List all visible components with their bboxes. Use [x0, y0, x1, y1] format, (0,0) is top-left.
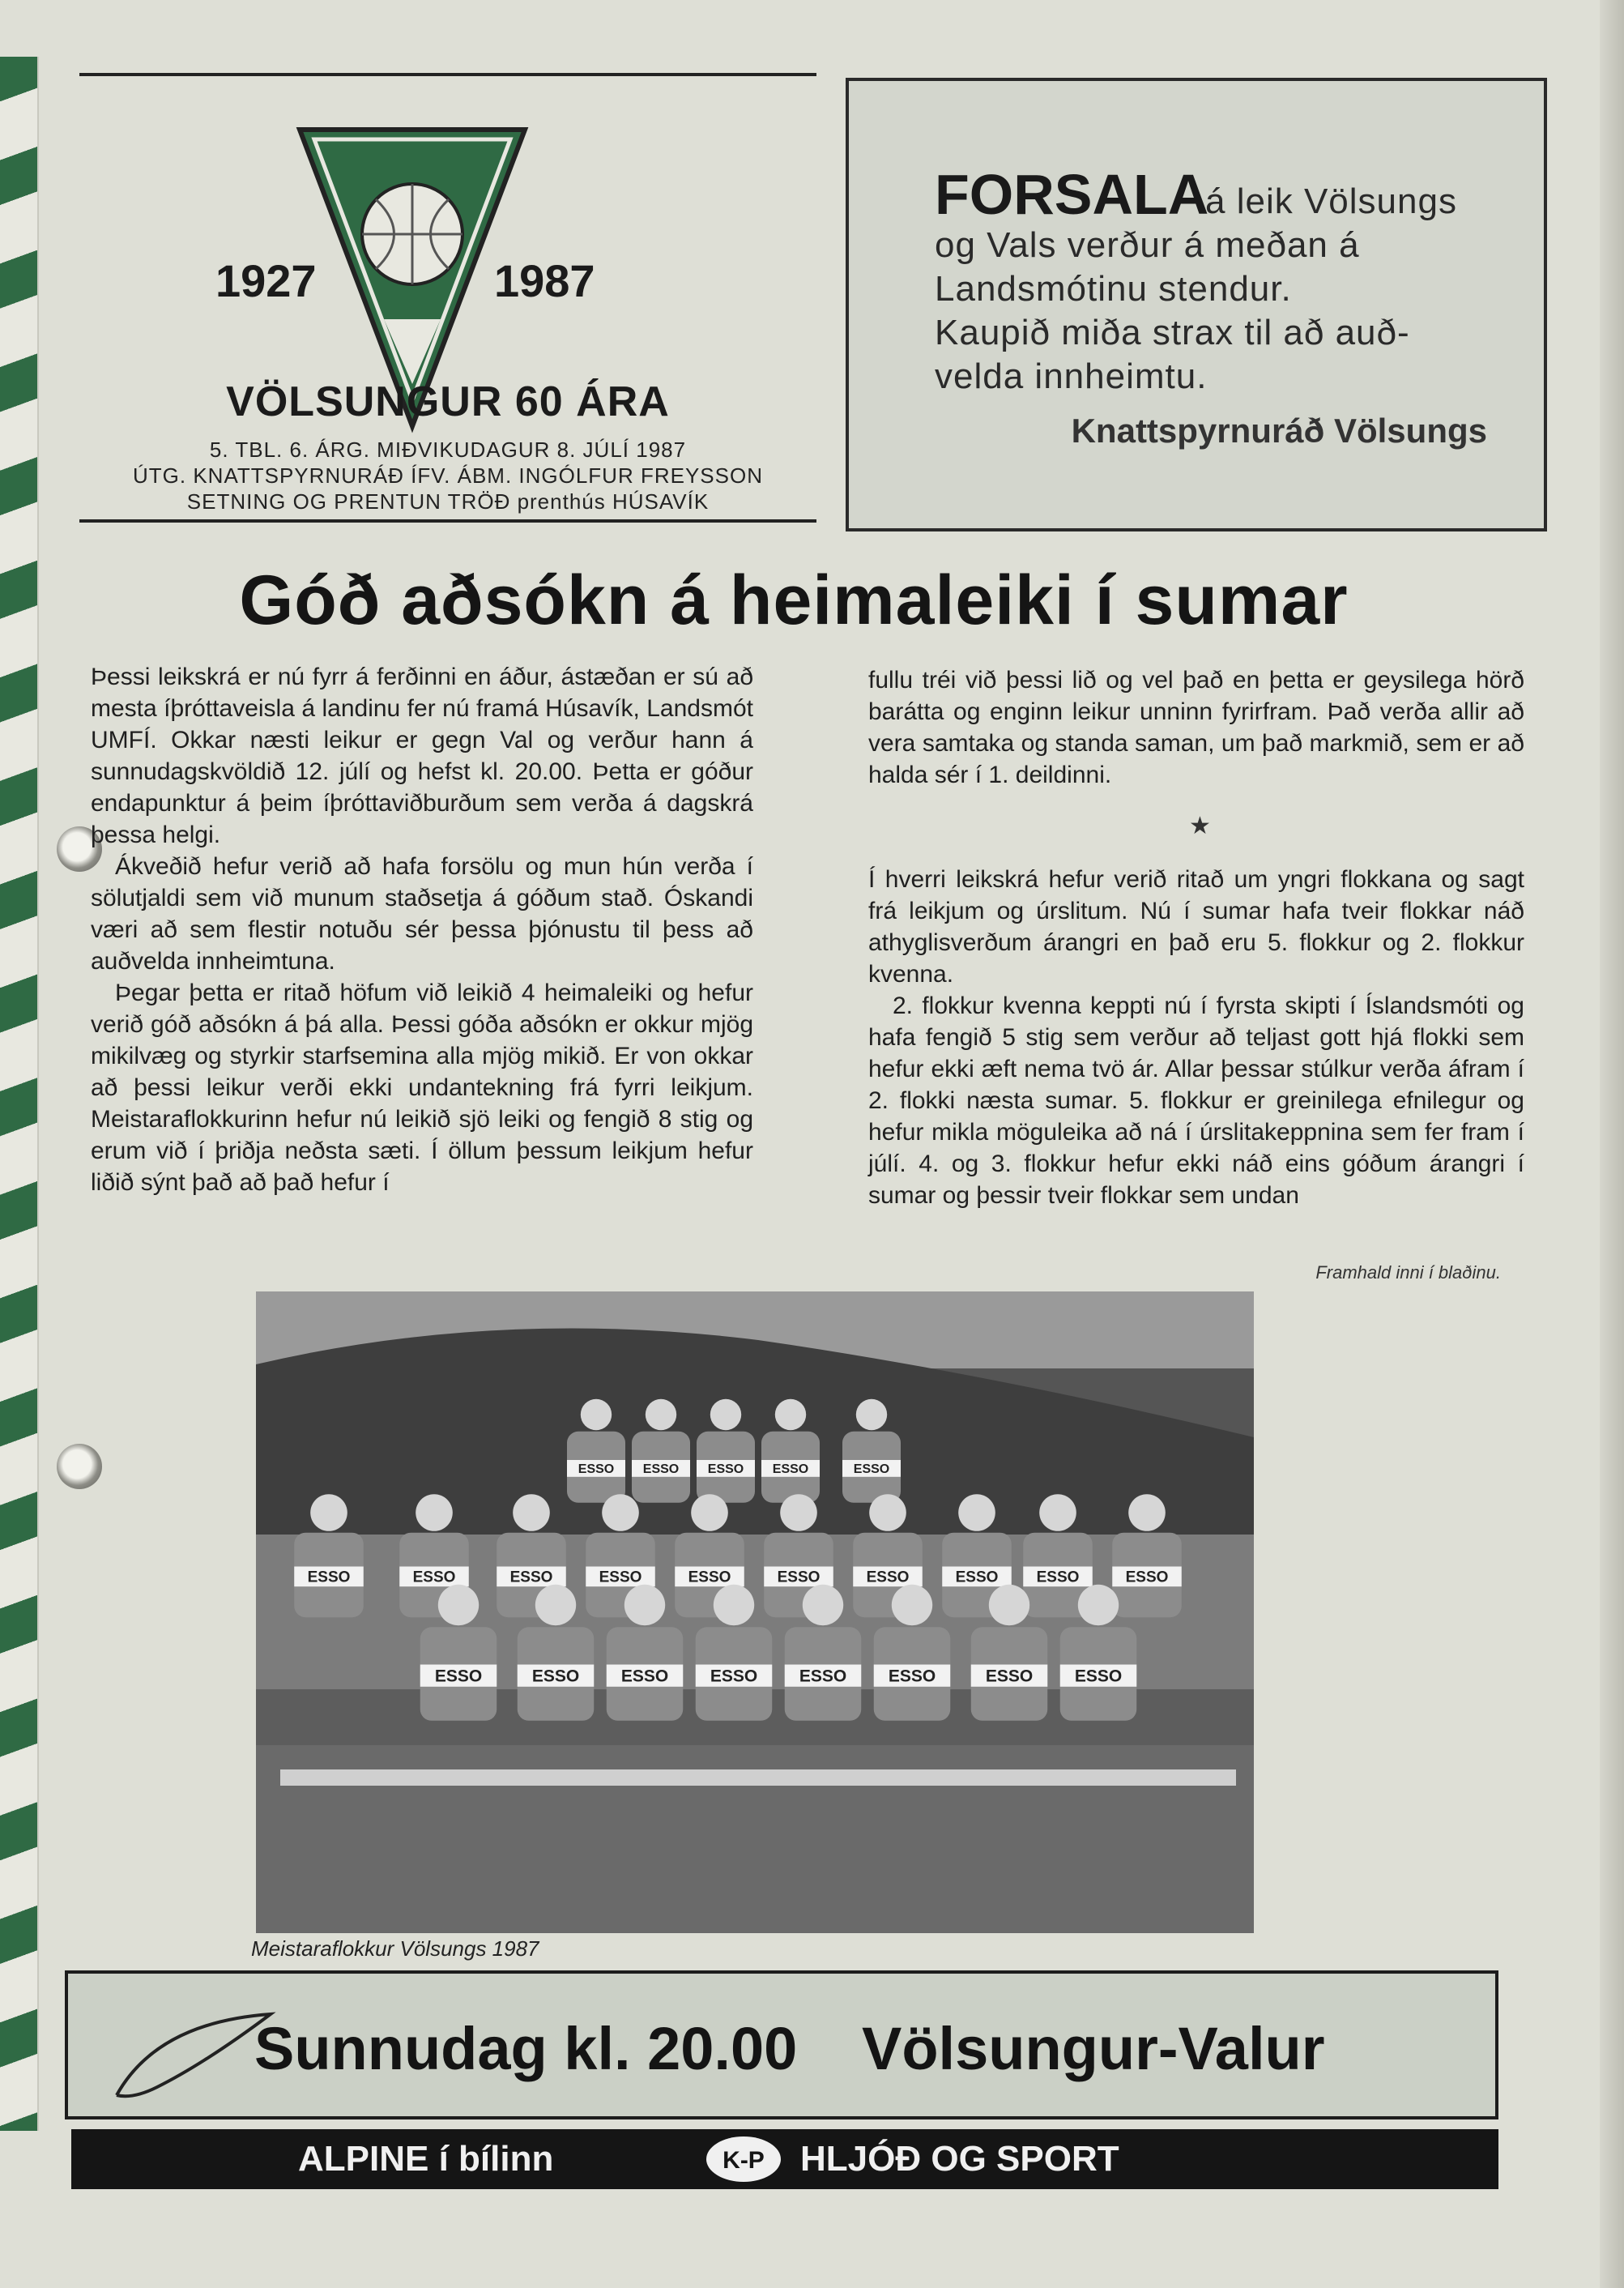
year-founded: 1927: [215, 255, 317, 306]
match-teams: Völsungur-Valur: [862, 2015, 1325, 2082]
article-column-right: [868, 664, 1524, 791]
shirt-sponsor-text: ESSO: [866, 1569, 910, 1586]
page-edge-shadow: [1600, 0, 1624, 2288]
shirt-sponsor-text: ESSO: [985, 1667, 1034, 1686]
presale-box: [846, 78, 1547, 531]
presale-line: Landsmótinu stendur.: [935, 269, 1292, 309]
headline: Góð aðsókn á heimaleiki í sumar: [239, 561, 1349, 639]
team-photo: [256, 1291, 1254, 1933]
article-paragraph: Þegar þetta er ritað höfum við leikið 4 heimaleiki og hefur verið góð aðsókn á þá alla. Þessi góða aðsókn er okkur mjög mikilvæg og styrkir starfsemina alla mjög mikið. Er von okkar að þessi leikur verði ekki undantekning frá fyrri leikjum. Meistaraflokkurinn hefur nú leikið sjö leiki og fengið 8 stig og erum við í þriðja neðsta sæti. Í öllum þessum leikjum hefur liðið sýnt það að það hefur í: [91, 980, 753, 1196]
ad-text-left: ALPINE í bílinn: [298, 2139, 554, 2179]
shirt-sponsor-text: ESSO: [688, 1569, 731, 1586]
shirt-sponsor-text: ESSO: [710, 1667, 758, 1686]
masthead: [79, 73, 816, 523]
shirt-sponsor-text: ESSO: [1125, 1569, 1169, 1586]
ad-text-right: HLJÓÐ OG SPORT: [800, 2139, 1119, 2179]
kp-logo-text: K-P: [722, 2147, 765, 2174]
shirt-sponsor-text: ESSO: [1036, 1569, 1080, 1586]
match-banner: [65, 1970, 1498, 2119]
shirt-sponsor-text: ESSO: [620, 1667, 669, 1686]
shirt-sponsor-text: ESSO: [799, 1667, 847, 1686]
shirt-sponsor-text: ESSO: [707, 1462, 744, 1476]
match-time: Sunnudag kl. 20.00: [254, 2015, 798, 2082]
shirt-sponsor-text: ESSO: [412, 1569, 456, 1586]
article-column-right-lower: [868, 864, 1524, 1211]
continued-note: Framhald inni í blaðinu.: [1315, 1262, 1501, 1283]
shirt-sponsor-text: ESSO: [307, 1569, 351, 1586]
presale-line: Kaupið miða strax til að auð-: [935, 313, 1410, 352]
shirt-sponsor-text: ESSO: [888, 1667, 936, 1686]
presale-signature: Knattspyrnuráð Völsungs: [1071, 412, 1487, 450]
shirt-sponsor-text: ESSO: [777, 1569, 821, 1586]
presale-line: á leik Völsungs: [1205, 181, 1457, 221]
anniversary-title: VÖLSUNGUR 60 ÁRA: [226, 378, 670, 425]
presale-line: velda innheimtu.: [935, 356, 1208, 396]
imprint-line: 5. TBL. 6. ÁRG. MIÐVIKUDAGUR 8. JÚLÍ 1987: [209, 438, 687, 462]
shirt-sponsor-text: ESSO: [853, 1462, 890, 1476]
article-column-left: [91, 661, 753, 1198]
article-paragraph: Ákveðið hefur verið að hafa forsölu og mun hún verða í sölutjaldi sem við munum staðsetja á góðum stað. Óskandi væri að sem flestir notuðu sér þessa þjónustu til þess að auðvelda innheimtuna.: [91, 853, 753, 975]
year-current: 1987: [494, 255, 595, 306]
photo-caption: Meistaraflokkur Völsungs 1987: [251, 1936, 539, 1961]
shirt-sponsor-text: ESSO: [509, 1569, 553, 1586]
shirt-sponsor-text: ESSO: [772, 1462, 809, 1476]
advertisement-strip: [71, 2129, 1498, 2189]
separator-star: ★: [1189, 813, 1211, 839]
presale-title: FORSALA: [935, 163, 1209, 226]
shirt-sponsor-text: ESSO: [1074, 1667, 1123, 1686]
binder-edge-stripe: [0, 57, 39, 2131]
shirt-sponsor-text: ESSO: [599, 1569, 642, 1586]
shirt-sponsor-text: ESSO: [642, 1462, 680, 1476]
article-paragraph: Þessi leikskrá er nú fyrr á ferðinni en áður, ástæðan er sú að mesta íþróttaveisla á landinu fer nú framá Húsavík, Landsmót UMFÍ. Okkar næsti leikur er gegn Val og verður hann á sunnudagskvöldið 12. júlí og hefst kl. 20.00. Þetta er góður endapunktur á þeim íþróttaviðburðum sem verða á dagskrá þessa helgi.: [91, 664, 753, 848]
shirt-sponsor-text: ESSO: [578, 1462, 615, 1476]
imprint-line: SETNING OG PRENTUN TRÖÐ prenthús HÚSAVÍK: [186, 489, 710, 514]
article-paragraph: fullu tréi við þessi lið og vel það en þetta er geysilega hörð barátta og enginn leikur unninn fyrirfram. Það verða allir að vera samtaka og standa saman, um það markmið, sem er að halda sér í 1. deildinni.: [868, 667, 1524, 788]
imprint-line: ÚTG. KNATTSPYRNURÁÐ ÍFV. ÁBM. INGÓLFUR FREYSSON: [133, 463, 763, 488]
shirt-sponsor-text: ESSO: [434, 1667, 483, 1686]
punch-hole: [57, 1444, 102, 1489]
presale-line: og Vals verður á meðan á: [935, 225, 1360, 265]
team-photo-illustration: [256, 1291, 1254, 1933]
shirt-sponsor-text: ESSO: [955, 1569, 999, 1586]
shirt-sponsor-text: ESSO: [531, 1667, 580, 1686]
article-paragraph: Í hverri leikskrá hefur verið ritað um yngri flokkana og sagt frá leikjum og úrslitum. Nú í sumar hafa tveir flokkar náð athyglisverðum árangri en það eru 5. flokkur og 2. flokkur kvenna.: [868, 866, 1524, 988]
kp-logo-icon: [703, 2134, 784, 2184]
article-paragraph: 2. flokkur kvenna keppti nú í fyrsta skipti í Íslandsmóti og hafa fengið 5 stig sem verður að teljast gott hjá flokki sem hefur ekki æft nema tvö ár. Allar þessar stúlkur verða áfram í 2. flokki næsta sumar. 5. flokkur er greinilega efnilegur og hefur mikla möguleika að ná í úrslitakeppnina sem fer fram í júlí. 4. og 3. flokkur hefur ekki náð eins góðum árangri í sumar og þessir tveir flokkar sem undan: [868, 992, 1524, 1209]
